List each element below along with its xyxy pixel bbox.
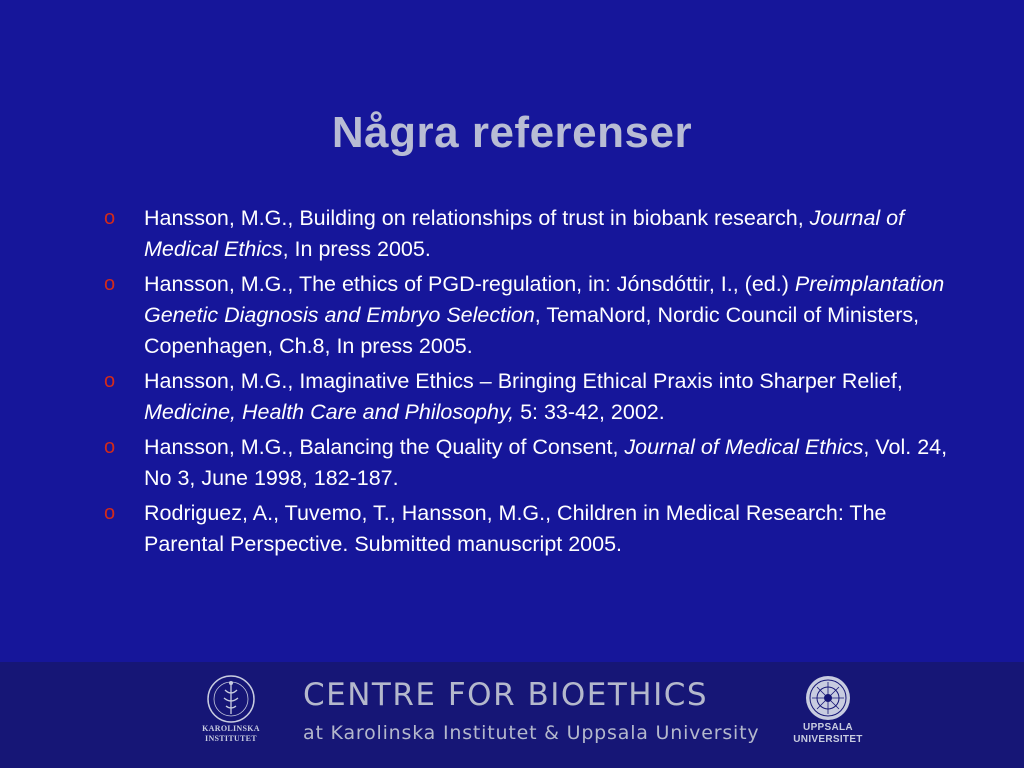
reference-text: Hansson, M.G., Balancing the Quality of Consent, bbox=[144, 435, 625, 459]
bullet-icon: o bbox=[104, 502, 116, 524]
uppsala-seal-icon bbox=[804, 674, 852, 722]
reference-tail: , TemaNord, Nordic Council of Ministers, Copenhagen, Ch.8, In press 2005. bbox=[144, 303, 920, 358]
reference-tail: , In press 2005. bbox=[282, 237, 431, 261]
reference-tail: 5: 33-42, 2002. bbox=[514, 400, 665, 424]
bullet-icon: o bbox=[104, 436, 116, 458]
reference-text: Hansson, M.G., Imaginative Ethics – Bringing Ethical Praxis into Sharper Relief, bbox=[144, 369, 903, 393]
reference-text: Hansson, M.G., The ethics of PGD-regulation, in: Jónsdóttir, I., (ed.) bbox=[144, 272, 795, 296]
journal-title: Preimplantation Genetic Diagnosis and Embryo Selection bbox=[144, 272, 945, 327]
journal-title: Journal of Medical Ethics bbox=[624, 435, 864, 459]
reference-text: Rodriguez, A., Tuvemo, T., Hansson, M.G., Children in Medical Research: The Parental Perspective. Submitted manuscript 2005. bbox=[144, 501, 887, 556]
slide-title: Några referenser bbox=[331, 108, 693, 157]
karolinska-logo bbox=[190, 674, 272, 744]
karolinska-line1: KAROLINSKA bbox=[202, 724, 260, 733]
journal-title: Journal of Medical Ethics bbox=[144, 206, 905, 261]
bullet-icon: o bbox=[104, 207, 116, 229]
centre-name: CENTRE FOR BIOETHICS bbox=[303, 677, 709, 713]
journal-title: Medicine, Health Care and Philosophy, bbox=[144, 400, 515, 424]
reference-tail: , Vol. 24, No 3, June 1998, 182-187. bbox=[144, 435, 948, 490]
centre-subtitle: at Karolinska Institutet & Uppsala University bbox=[303, 722, 760, 744]
list-item bbox=[100, 203, 960, 265]
bullet-icon: o bbox=[104, 370, 116, 392]
list-item bbox=[100, 366, 960, 428]
uppsala-line2: UNIVERSITET bbox=[793, 734, 863, 745]
uppsala-line1: UPPSALA bbox=[803, 722, 853, 733]
reference-list bbox=[100, 203, 960, 564]
uppsala-logo bbox=[786, 674, 870, 746]
reference-text: Hansson, M.G., Building on relationships of trust in biobank research, bbox=[144, 206, 810, 230]
list-item bbox=[100, 269, 960, 362]
list-item bbox=[100, 432, 960, 494]
bullet-icon: o bbox=[104, 273, 116, 295]
list-item bbox=[100, 498, 960, 560]
karolinska-seal-icon bbox=[206, 674, 256, 724]
karolinska-line2: INSTITUTET bbox=[205, 734, 257, 743]
